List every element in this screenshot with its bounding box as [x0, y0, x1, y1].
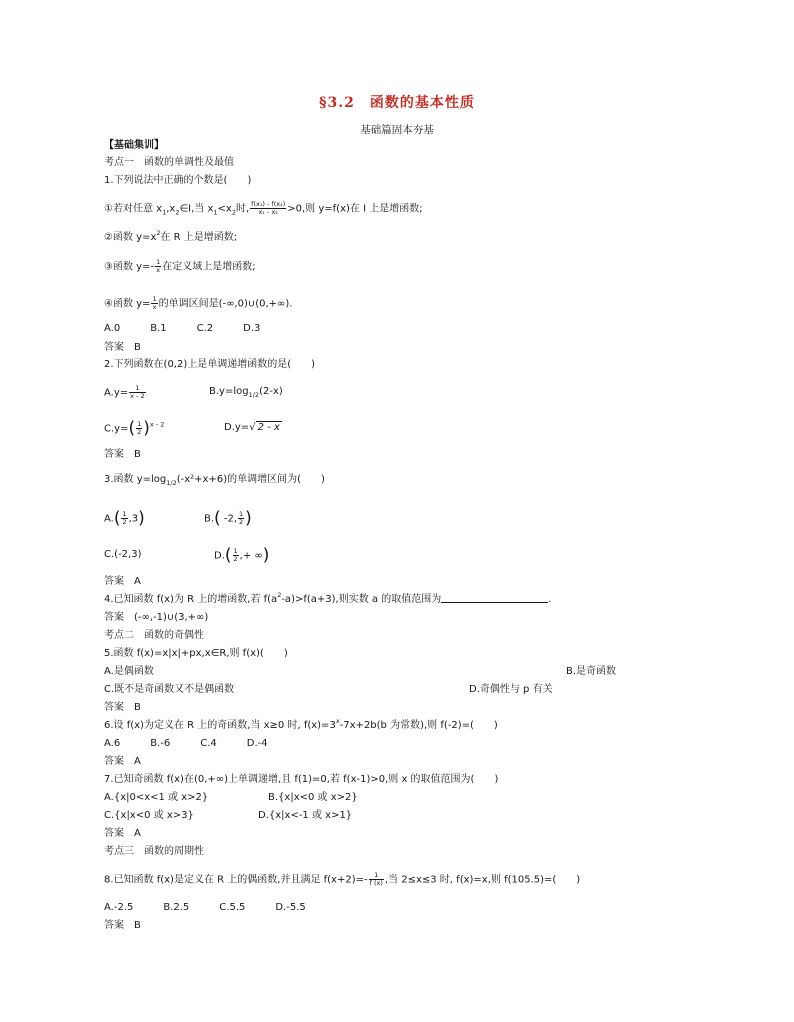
q1-statement-1: ①若对任意 $x_1,x_2\in I$,当 $x_1<x_2$时, $\frac{\text{f(x₁) - f(x₂)}}{\text{x₁ - x₂}}$ >0,则 y=f(x)在 I 上是增函数; [104, 200, 423, 217]
q5-option-c: C.既不是奇函数又不是偶函数 [104, 684, 235, 695]
q2-answer: 答案 B [104, 449, 141, 460]
q3-stem: 3.函数 $y=\log_{1/2}(-x^2+x+6)$的单调增区间为( ) [104, 474, 325, 487]
q8-answer: 答案 B [104, 920, 141, 931]
q3-option-b: B.( -2, $\frac{1}{2}$ ) [204, 508, 252, 529]
topic-heading-3: 考点三 函数的周期性 [104, 846, 204, 857]
q1-fraction: $\frac{\text{f(x₁) - f(x₂)}}{\text{x₁ - x₂}}$ [251, 200, 286, 216]
section-header: 【基础集训】 [104, 140, 164, 151]
q7-option-a: A.{x|0<x<1 或 x>2} [104, 792, 209, 803]
q2-option-a: A.y= $\frac{1}{x - 2}$ [104, 384, 145, 400]
section-subtitle: 基础篇固本夯基 [360, 124, 434, 136]
q5-option-b: B.是奇函数 [566, 666, 617, 677]
q6-stem: 6.设 f(x)为定义在 R 上的奇函数,当 x≥0 时, $f(x)=3^x-7x+2b(b$ 为常数),则 f(-2)=( ) [104, 717, 498, 731]
q3-answer: 答案 A [104, 576, 141, 587]
q7-option-c: C.{x|x<0 或 x>3} [104, 810, 194, 821]
q4-answer-blank [441, 593, 548, 603]
page-title: §3.2 函数的基本性质 [319, 95, 475, 111]
q7-option-b: B.{x|x<0 或 x>2} [268, 792, 358, 803]
q1-statement-3: ③函数 y=- $\frac{1}{x}$ 在定义域上是增函数; [104, 258, 256, 274]
q1-statement-2: ②函数 $y=x^2$在 R 上是增函数; [104, 229, 238, 243]
q4-stem: 4.已知函数 f(x)为 R 上的增函数,若 $f(a^2-a)>f(a+3)$,则实数 a 的取值范围为 . [104, 591, 552, 605]
q8-stem: 8.已知函数 f(x)是定义在 R 上的偶函数,并且满足 f(x+2)=- $\frac{1}{f (x)}$ ,当 2≤x≤3 时, f(x)=x,则 f(105.5)=( ) [104, 871, 581, 887]
q1-statement-4: ④函数 y= $\frac{1}{x}$ 的单调区间是(-∞,0)∪(0,+∞). [104, 295, 293, 311]
q1-options: A.0 B.1 C.2 D.3 [104, 323, 261, 334]
q2-option-b: $B.y=\log_{1/2}(2-x)$ [209, 386, 283, 399]
q1-answer: 答案 B [104, 342, 141, 353]
topic-heading-2: 考点二 函数的奇偶性 [104, 630, 204, 641]
q7-answer: 答案 A [104, 828, 141, 839]
q7-option-d: D.{x|x<-1 或 x>1} [258, 810, 353, 821]
topic-heading-1: 考点一 函数的单调性及最值 [104, 157, 234, 168]
q2-option-d: D.y=√ 2 - x [224, 422, 280, 433]
q7-stem: 7.已知奇函数 f(x)在(0,+∞)上单调递增,且 f(1)=0,若 f(x-1)>0,则 x 的取值范围为( ) [104, 774, 499, 785]
q8-options: A.-2.5 B.2.5 C.5.5 D.-5.5 [104, 902, 306, 913]
q3-option-a: A.( $\frac{1}{2}$ ,3) [104, 508, 145, 529]
q1-stem: 1.下列说法中正确的个数是( ) [104, 175, 252, 186]
q6-answer: 答案 A [104, 756, 141, 767]
q6-options: A.6 B.-6 C.4 D.-4 [104, 738, 268, 749]
q5-option-d: D.奇偶性与 p 有关 [469, 684, 553, 695]
q2-stem: 2.下列函数在(0,2)上是单调递增函数的是( ) [104, 359, 316, 370]
q5-stem: 5.函数 f(x)=x|x|+px,x∈R,则 f(x)( ) [104, 648, 288, 659]
q5-answer: 答案 B [104, 702, 141, 713]
q3-option-d: D.( $\frac{1}{2}$ ,+ ∞) [214, 545, 270, 566]
q5-option-a: A.是偶函数 [104, 666, 154, 677]
q2-option-c: C.y=( $\frac{1}{2}$ )$^{x - 2}$ [104, 418, 165, 439]
q4-answer: 答案 (-∞,-1)∪(3,+∞) [104, 612, 209, 623]
q3-option-c: C.(-2,3) [104, 549, 142, 560]
